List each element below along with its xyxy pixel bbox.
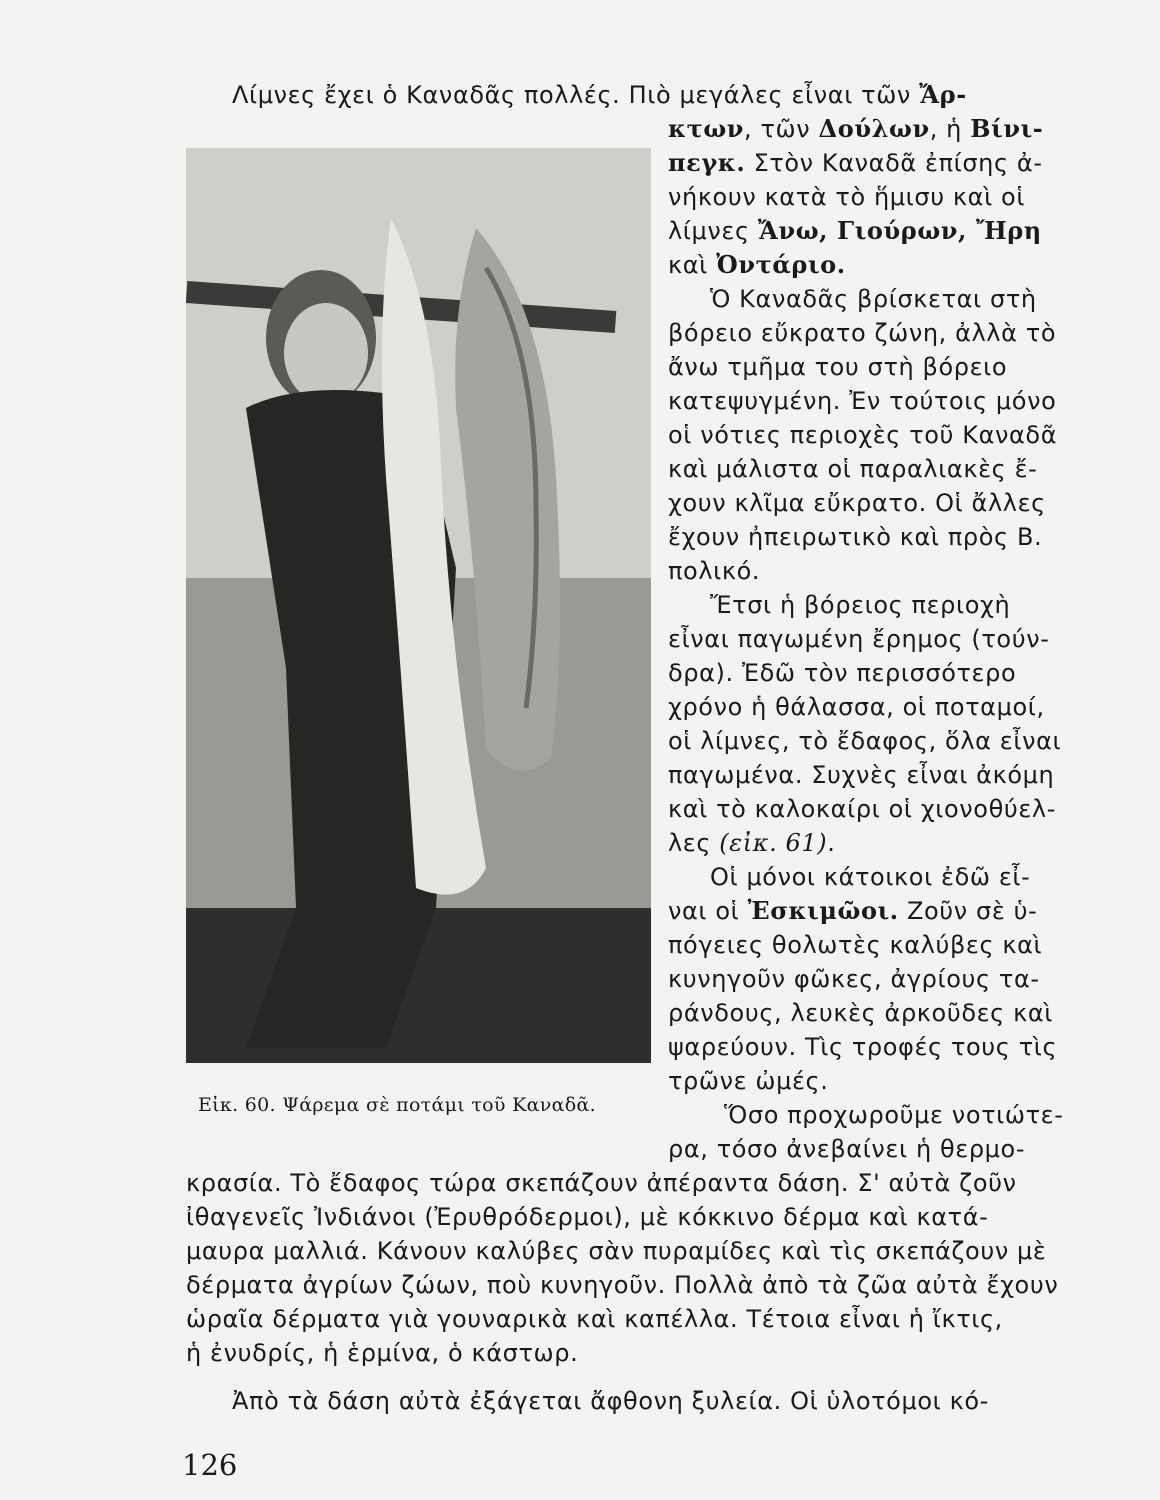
text-line	[668, 148, 1043, 178]
bold-term: Ἄρ-	[919, 80, 967, 109]
text-line	[668, 488, 1046, 518]
text-run: λίμνες	[668, 217, 758, 245]
text-run: καὶ τὸ καλοκαίρι οἱ χιονοθύελ-	[668, 795, 1056, 823]
text-run: νήκουν κατὰ τὸ ἥμισυ καὶ οἱ	[668, 183, 1026, 211]
text-run: ἄνω τμῆμα του στὴ βόρειο	[668, 353, 1008, 381]
text-run: ὡραῖα δέρματα γιὰ γουναρικὰ καὶ καπέλλα. Τέτοια εἶναι ἡ ἴκτις,	[186, 1305, 1003, 1333]
text-line	[668, 420, 1057, 450]
text-run: ψαρεύουν. Τὶς τροφές τους τὶς	[668, 1033, 1058, 1061]
text-line	[232, 80, 967, 110]
bold-term: Ἐσκιμῶοι.	[747, 896, 899, 925]
page-number: 126	[182, 1448, 238, 1482]
text-line	[668, 318, 1056, 348]
text-line	[668, 522, 1042, 552]
text-line	[186, 1168, 1017, 1198]
bold-term: Ἄνω, Γιούρων, Ἤρη	[757, 216, 1042, 245]
text-line	[668, 182, 1025, 212]
text-line	[668, 896, 1037, 926]
bold-term: κτων	[668, 114, 745, 143]
text-run: βόρειο εὔκρατο ζώνη, ἀλλὰ τὸ	[668, 319, 1057, 347]
text-line	[668, 930, 1042, 960]
text-line	[186, 1304, 1003, 1334]
text-line	[668, 794, 1056, 824]
text-run: Ἀπὸ τὰ δάση αὐτὰ ἐξάγεται ἄφθονη ξυλεία. Οἱ ὑλοτόμοι κό-	[232, 1387, 989, 1415]
text-line	[668, 726, 1061, 756]
text-run: καὶ	[668, 251, 717, 279]
text-run: λες	[668, 829, 720, 857]
text-line	[668, 352, 1007, 382]
text-run: εἶναι παγωμένη ἔρημος (τούν-	[668, 625, 1050, 653]
text-run: καὶ μάλιστα οἱ παραλιακὲς ἔ-	[668, 455, 1038, 483]
text-line	[186, 1236, 1047, 1266]
text-run: .	[827, 829, 836, 857]
text-run: πολικό.	[668, 557, 761, 585]
text-line	[186, 1202, 988, 1232]
text-line	[668, 998, 1053, 1028]
text-line	[724, 1100, 1063, 1130]
bold-term: Βίνι-	[970, 114, 1044, 143]
text-line	[668, 624, 1049, 654]
fisherman-with-salmon-image	[186, 148, 651, 1063]
text-run: ναι οἱ	[668, 897, 748, 925]
text-run: δέρματα ἀγρίων ζώων, ποὺ κυνηγοῦν. Πολλὰ ἀπὸ τὰ ζῶα αὐτὰ ἔχουν	[186, 1271, 1059, 1299]
text-line	[668, 1032, 1057, 1062]
bold-term: πεγκ.	[668, 148, 746, 177]
bold-term: Δούλων	[818, 114, 930, 143]
text-line	[668, 114, 1043, 144]
text-line	[232, 1386, 989, 1416]
text-run: κατεψυγμένη. Ἐν τούτοις μόνο	[668, 387, 1057, 415]
text-run: Ὁ Καναδᾶς βρίσκεται στὴ	[710, 285, 1037, 313]
figure-caption: Εἰκ. 60. Ψάρεμα σὲ ποτάμι τοῦ Καναδᾶ.	[198, 1094, 596, 1116]
text-run: Λίμνες ἔχει ὁ Καναδᾶς πολλές. Πιὸ μεγάλες εἶναι τῶν	[232, 81, 920, 109]
text-run: δρα). Ἐδῶ τὸν περισσότερο	[668, 659, 1017, 687]
text-run: , ἡ	[929, 115, 971, 143]
text-run: κρασία. Τὸ ἔδαφος τώρα σκεπάζουν ἀπέραντα δάση. Σ' αὐτὰ ζοῦν	[186, 1169, 1017, 1197]
text-line	[668, 250, 846, 280]
text-run: Στὸν Καναδᾶ ἐπίσης ἀ-	[745, 149, 1043, 177]
text-run: μαυρα μαλλιά. Κάνουν καλύβες σὰν πυραμίδες καὶ τὶς σκεπάζουν μὲ	[186, 1237, 1047, 1265]
text-line	[710, 284, 1037, 314]
text-run: κυνηγοῦν φῶκες, ἀγρίους τα-	[668, 965, 1040, 993]
text-line	[668, 556, 760, 586]
text-run: οἱ νότιες περιοχὲς τοῦ Καναδᾶ	[668, 421, 1058, 449]
text-line	[668, 1066, 828, 1096]
text-run: , τῶν	[744, 115, 819, 143]
text-line	[186, 1270, 1058, 1300]
text-run: χρόνο ἡ θάλασσα, οἱ ποταμοί,	[668, 693, 1045, 721]
text-run: πόγειες θολωτὲς καλύβες καὶ	[668, 931, 1043, 959]
text-line	[710, 862, 1030, 892]
text-line	[668, 216, 1042, 246]
text-run: ἔχουν ἠπειρωτικὸ καὶ πρὸς Β.	[668, 523, 1043, 551]
text-run: ρα, τόσο ἀνεβαίνει ἡ θερμο-	[668, 1135, 1026, 1163]
text-run: ἡ ἐνυδρίς, ἡ ἑρμίνα, ὁ κάστωρ.	[186, 1339, 579, 1367]
text-run: ἰθαγενεῖς Ἰνδιάνοι (Ἐρυθρόδερμοι), μὲ κόκκινο δέρμα καὶ κατά-	[186, 1203, 989, 1231]
text-run: Ζοῦν σὲ ὑ-	[898, 897, 1038, 925]
text-line	[668, 454, 1037, 484]
text-line	[668, 658, 1016, 688]
text-line	[186, 1338, 578, 1368]
text-run: Οἱ μόνοι κάτοικοι ἐδῶ εἶ-	[710, 863, 1031, 891]
text-line	[668, 760, 1054, 790]
bold-term: Ὀντάριο.	[716, 250, 846, 279]
text-line	[668, 1134, 1025, 1164]
text-line	[668, 692, 1045, 722]
text-line	[710, 590, 1010, 620]
text-run: Ἔτσι ἡ βόρειος περιοχὴ	[710, 591, 1011, 619]
text-line	[668, 828, 835, 858]
figure-photo	[186, 148, 651, 1063]
text-run: ράνδους, λευκὲς ἀρκοῦδες καὶ	[668, 999, 1053, 1027]
text-run: τρῶνε ὠμές.	[668, 1067, 829, 1095]
text-run: χουν κλῖμα εὔκρατο. Οἱ ἄλλες	[668, 489, 1046, 517]
text-run: οἱ λίμνες, τὸ ἔδαφος, ὅλα εἶναι	[668, 727, 1062, 755]
figure-reference: (εἰκ. 61)	[719, 829, 828, 857]
text-run: παγωμένα. Συχνὲς εἶναι ἀκόμη	[668, 761, 1055, 789]
text-line	[668, 386, 1056, 416]
text-line	[668, 964, 1040, 994]
text-run: Ὅσο προχωροῦμε νοτιώτε-	[724, 1101, 1064, 1129]
